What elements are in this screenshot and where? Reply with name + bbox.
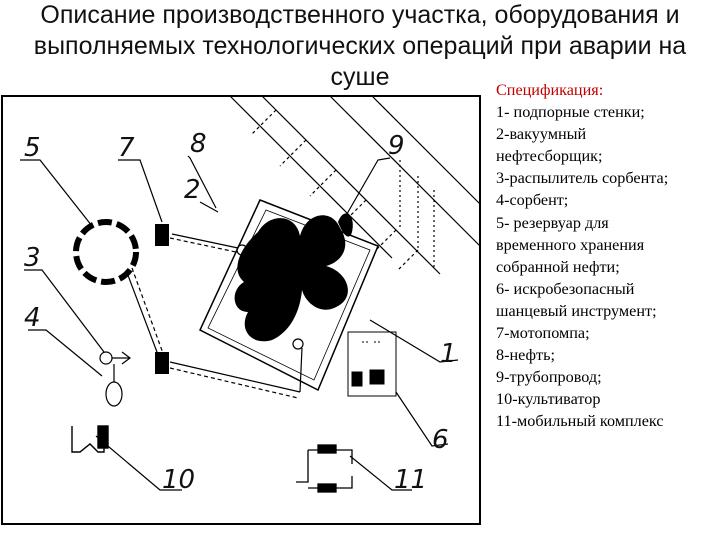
callout-10: 10 [162,465,196,495]
callout-7: 7 [118,133,135,163]
spec-line: 10-культиватор [496,390,601,409]
spec-line: 8-нефть; [496,346,555,365]
spec-line: 11-мобильный комплекс [496,412,664,431]
oil-spill [235,215,348,341]
spec-line: 1- подпорные стенки; [496,103,645,122]
cultivator [72,426,108,452]
spec-line: временного хранения [496,235,645,254]
title-line-1: Описание производственного участка, оборудования и [40,1,680,29]
callout-11: 11 [394,465,428,495]
leader-lines [20,156,458,490]
vacuum-skimmer-lower [293,339,303,349]
callout-2: 2 [184,175,201,205]
mobile-complex [296,445,352,492]
motor-pump-upper [155,224,169,246]
callout-5: 5 [24,133,41,163]
specification-heading: Спецификация: [496,81,604,99]
spec-line: 2-вакуумный [496,125,587,144]
spec-line: 5- резервуар для [496,213,609,232]
spec-line: шанцевый инструмент; [496,301,657,320]
title-line-3: суше [330,63,390,91]
callout-6: 6 [432,425,449,455]
spec-line: 9-трубопровод; [496,368,602,387]
motor-pump-lower [155,352,169,374]
callout-9: 9 [388,131,405,161]
callout-4: 4 [24,303,41,333]
spec-line: 6- искробезопасный [496,279,635,298]
spec-line: 7-мотопомпа; [496,324,590,343]
sorbent-spreader [100,352,130,406]
spark-proof-tools [348,332,396,396]
spec-line: собранной нефти; [496,257,620,276]
storage-tank [76,222,136,282]
specification-panel [496,79,720,433]
title-line-2: выполняемых технологических операций при аварии на [33,32,687,60]
callout-1: 1 [440,339,457,369]
spec-line: нефтесборщик; [496,147,603,166]
callout-3: 3 [24,243,41,273]
spec-line: 3-распылитель сорбента; [496,169,669,188]
spec-line: 4-сорбент; [496,191,569,210]
callout-8: 8 [190,129,207,159]
